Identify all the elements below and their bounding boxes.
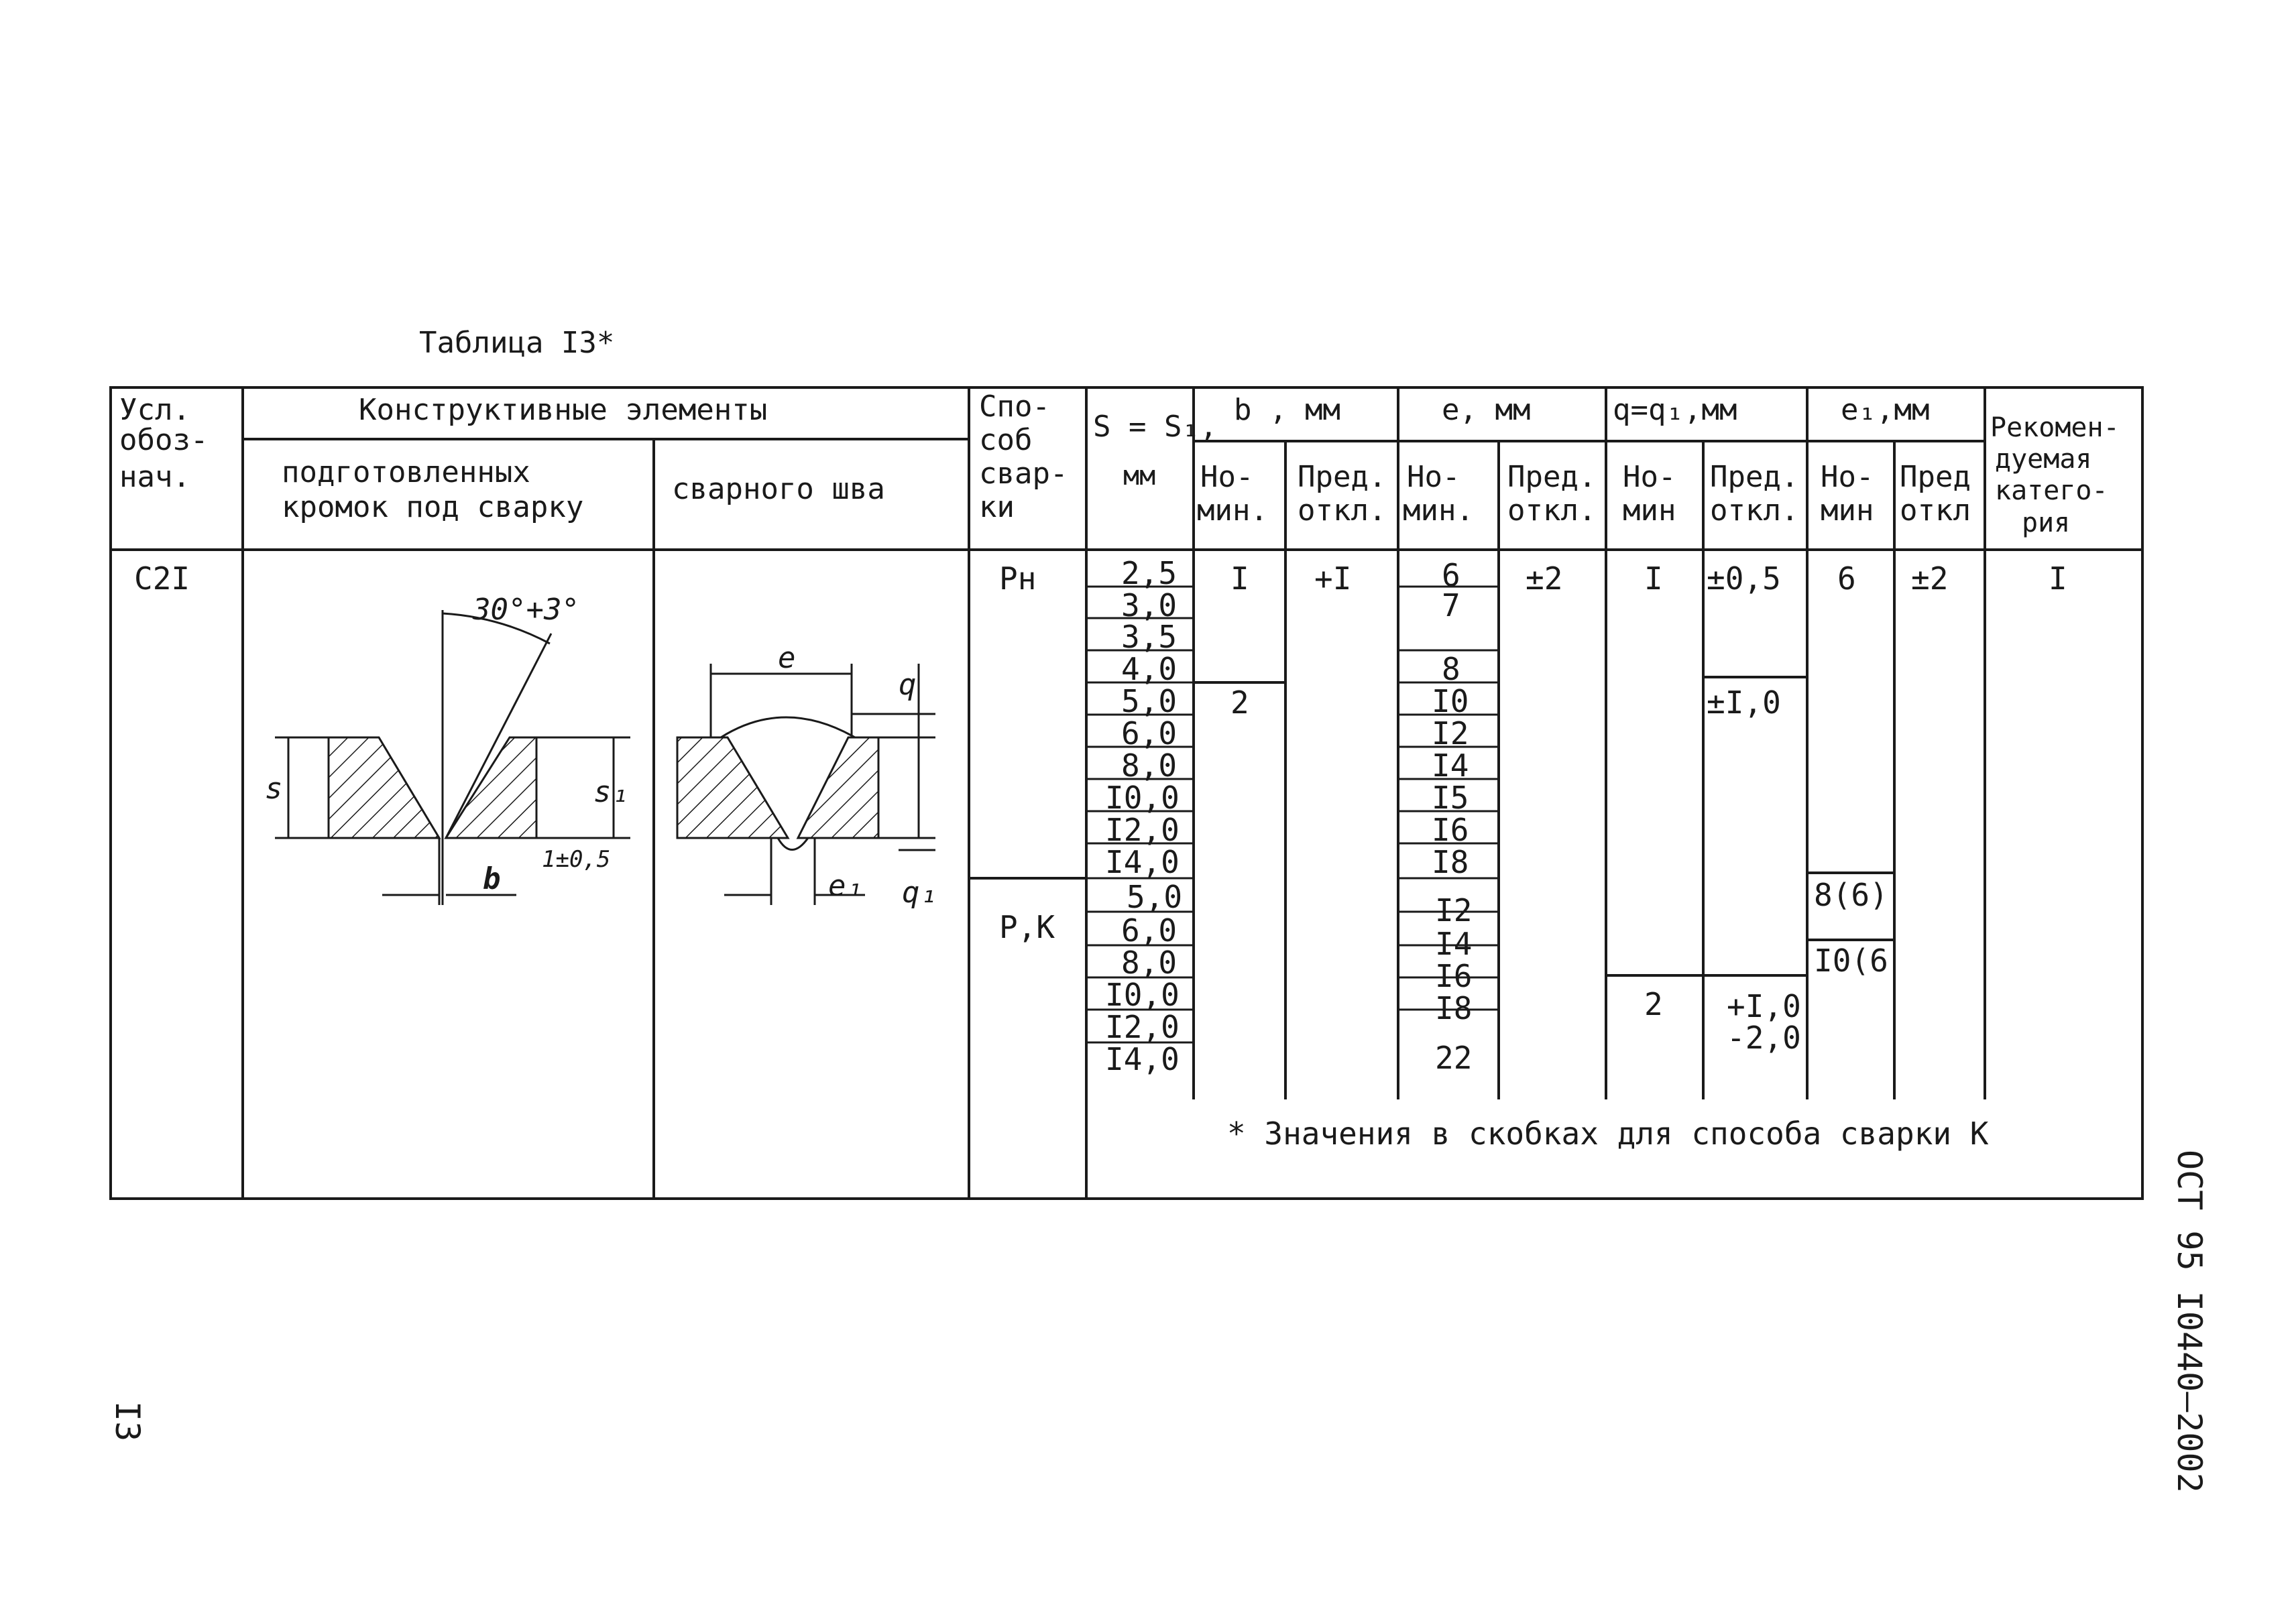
thickness-value: I4,0 bbox=[1105, 1041, 1180, 1077]
e-nominal: I2 bbox=[1435, 892, 1473, 928]
document-code: ОСТ 95 I0440–2002 bbox=[2170, 1150, 2209, 1493]
header-category-2: дуемая bbox=[1995, 444, 2092, 475]
q-nominal: I bbox=[1644, 560, 1663, 597]
e-nominal: 8 bbox=[1442, 651, 1460, 687]
header-category-3: катего- bbox=[1995, 475, 2108, 506]
header-method-2: соб bbox=[979, 423, 1033, 457]
thickness-value: 4,0 bbox=[1121, 651, 1178, 687]
header-category-1: Рекомен- bbox=[1990, 412, 2120, 443]
q-deviation: ±0,5 bbox=[1707, 560, 1781, 597]
dim-q-label: q bbox=[899, 668, 917, 702]
footnote: * Значения в скобках для способа сварки К bbox=[1227, 1116, 1989, 1152]
thickness-value: 2,5 bbox=[1121, 555, 1178, 591]
thickness-value: 5,0 bbox=[1127, 879, 1183, 915]
header-e-dev-2: откл. bbox=[1507, 493, 1597, 528]
dim-e1-label: e₁ bbox=[828, 869, 864, 903]
thickness-value: I0,0 bbox=[1105, 977, 1180, 1013]
header-e1-nom-1: Но- bbox=[1821, 460, 1874, 494]
thickness-value: 3,5 bbox=[1121, 619, 1178, 655]
thickness-value: 6,0 bbox=[1121, 912, 1178, 949]
b-deviation: +I bbox=[1314, 560, 1352, 597]
header-e-dev-1: Пред. bbox=[1507, 460, 1597, 494]
q-deviation: ±I,0 bbox=[1707, 684, 1781, 721]
angle-label: 30°+3° bbox=[473, 593, 579, 627]
dim-s1-label: s₁ bbox=[593, 775, 629, 809]
header-category-4: рия bbox=[2022, 507, 2071, 538]
e-nominal: 6 bbox=[1442, 557, 1460, 593]
e1-nominal: 6 bbox=[1837, 560, 1856, 597]
e1-deviation: ±2 bbox=[1911, 560, 1949, 597]
method-rk: Р,К bbox=[999, 909, 1055, 945]
weld-drawing bbox=[677, 664, 935, 905]
e1-nominal: I0(6 bbox=[1814, 943, 1888, 979]
table-caption: Таблица I3* bbox=[419, 326, 615, 360]
header-col-e1: e₁,мм bbox=[1841, 393, 1930, 427]
b-nominal: I bbox=[1230, 560, 1249, 597]
header-b-nom-1: Но- bbox=[1200, 460, 1254, 494]
e-nominal: I2 bbox=[1432, 715, 1469, 752]
header-q-nom-2: мин bbox=[1623, 493, 1676, 528]
dim-b-label: b bbox=[483, 862, 501, 896]
header-prepared-edges-2: кромок под сварку bbox=[282, 490, 584, 524]
thickness-value: I0,0 bbox=[1105, 780, 1180, 816]
e-nominal: I4 bbox=[1432, 747, 1469, 784]
header-e-nom-2: мин. bbox=[1403, 493, 1474, 528]
header-weld: сварного шва bbox=[672, 472, 885, 506]
e-nominal: I8 bbox=[1432, 844, 1469, 880]
header-e1-dev-2: откл bbox=[1900, 493, 1971, 528]
header-designation-1: Усл. bbox=[119, 393, 190, 427]
e-nominal: 22 bbox=[1435, 1040, 1473, 1076]
header-structural-elements: Конструктивные элементы bbox=[359, 393, 768, 427]
header-method-3: свар- bbox=[979, 457, 1068, 491]
thickness-value: 8,0 bbox=[1121, 747, 1178, 784]
header-designation-3: нач. bbox=[119, 460, 190, 494]
header-designation-2: обоз- bbox=[119, 423, 209, 457]
header-col-q: q=q₁,мм bbox=[1613, 393, 1737, 427]
dim-s-label: s bbox=[265, 772, 283, 806]
thickness-value: I4,0 bbox=[1105, 844, 1180, 880]
b-nominal: 2 bbox=[1230, 684, 1249, 721]
method-rn: Рн bbox=[999, 560, 1037, 597]
q-deviation: -2,0 bbox=[1727, 1020, 1801, 1056]
thickness-value: 6,0 bbox=[1121, 715, 1178, 752]
header-b-nom-2: мин. bbox=[1197, 493, 1268, 528]
header-col-b: b , мм bbox=[1234, 393, 1340, 427]
thickness-value: 5,0 bbox=[1121, 683, 1178, 719]
thickness-value: I2,0 bbox=[1105, 812, 1180, 848]
page-number: I3 bbox=[108, 1401, 147, 1442]
e-deviation: ±2 bbox=[1526, 560, 1563, 597]
header-q-dev-1: Пред. bbox=[1710, 460, 1799, 494]
header-q-dev-2: откл. bbox=[1710, 493, 1799, 528]
header-thickness: S = S₁, bbox=[1093, 410, 1218, 444]
header-prepared-edges-1: подготовленных bbox=[282, 455, 530, 489]
e-nominal: I6 bbox=[1432, 812, 1469, 848]
e-nominal: I5 bbox=[1432, 780, 1469, 816]
header-thickness-unit: мм bbox=[1123, 461, 1156, 491]
header-method-1: Спо- bbox=[979, 389, 1050, 424]
header-q-nom-1: Но- bbox=[1623, 460, 1676, 494]
dim-q1-label: q₁ bbox=[902, 876, 937, 910]
header-e-nom-1: Но- bbox=[1407, 460, 1460, 494]
gap-tolerance-label: 1±0,5 bbox=[542, 846, 611, 873]
dim-e-label: e bbox=[778, 641, 796, 675]
e1-nominal: 8(6) bbox=[1814, 877, 1888, 913]
header-e1-dev-1: Пред bbox=[1900, 460, 1971, 494]
e-nominal: 7 bbox=[1442, 587, 1460, 623]
q-nominal: 2 bbox=[1644, 986, 1663, 1022]
thickness-value: 3,0 bbox=[1121, 587, 1178, 623]
thickness-value: 8,0 bbox=[1121, 945, 1178, 981]
header-e1-nom-2: мин bbox=[1821, 493, 1874, 528]
e-nominal: I6 bbox=[1435, 958, 1473, 994]
q-deviation: +I,0 bbox=[1727, 988, 1801, 1024]
e-nominal: I0 bbox=[1432, 683, 1469, 719]
header-col-e: e, мм bbox=[1442, 393, 1531, 427]
e-nominal: I8 bbox=[1435, 990, 1473, 1026]
e-nominal: I4 bbox=[1435, 926, 1473, 962]
header-b-dev-1: Пред. bbox=[1298, 460, 1387, 494]
row-designation: C2I bbox=[134, 560, 190, 597]
thickness-value: I2,0 bbox=[1105, 1009, 1180, 1045]
header-method-4: ки bbox=[979, 490, 1015, 524]
category-value: I bbox=[2049, 560, 2067, 597]
header-b-dev-2: откл. bbox=[1298, 493, 1387, 528]
